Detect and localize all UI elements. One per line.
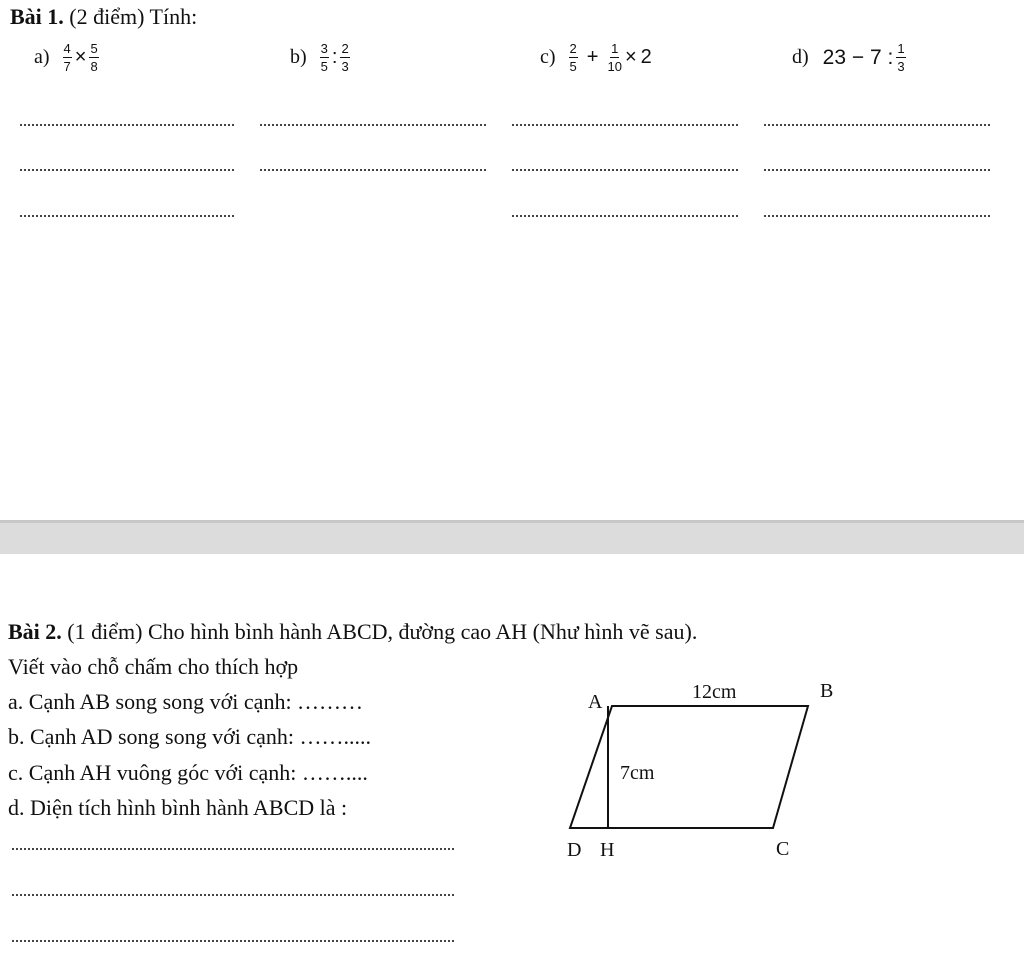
- top-length-label: 12cm: [692, 681, 737, 703]
- fraction: [340, 42, 349, 73]
- answer-line[interactable]: [20, 169, 234, 171]
- exercise-a-expression: [62, 42, 100, 73]
- exercise-b: [290, 42, 351, 73]
- page-separator: [0, 520, 1024, 554]
- numerator: 5: [90, 41, 98, 56]
- operator: ×: [74, 46, 87, 68]
- answer-line[interactable]: [260, 169, 486, 171]
- denominator: 5: [569, 59, 577, 74]
- bai1-title: [10, 4, 197, 30]
- height-length-label: 7cm: [620, 762, 655, 784]
- answer-line[interactable]: [512, 215, 738, 217]
- bai2-title: [8, 619, 697, 645]
- operator: :: [331, 46, 338, 68]
- vertex-b-label: B: [820, 680, 834, 702]
- vertex-d-label: D: [567, 839, 582, 861]
- bai2-item-b: b. Cạnh AD song song với cạnh: …….....: [8, 724, 372, 749]
- answer-line[interactable]: [20, 215, 234, 217]
- exercise-a: [34, 42, 100, 73]
- answer-line[interactable]: [12, 848, 454, 850]
- fraction: [607, 42, 621, 73]
- fraction: [569, 42, 578, 73]
- fraction: [63, 42, 72, 73]
- denominator: 10: [607, 59, 622, 74]
- answer-line[interactable]: [764, 169, 990, 171]
- vertex-a-label: A: [588, 691, 603, 713]
- exercise-b-expression: [319, 42, 351, 73]
- exercise-c: [540, 42, 654, 73]
- fraction: [89, 42, 98, 73]
- answer-line[interactable]: [764, 124, 990, 126]
- expression-lead: 23 − 7 :: [822, 45, 894, 69]
- answer-line[interactable]: [512, 169, 738, 171]
- numerator: 4: [63, 41, 71, 56]
- operator: +: [586, 46, 599, 68]
- denominator: 5: [320, 59, 328, 74]
- operand: 2: [640, 46, 652, 68]
- numerator: 2: [341, 41, 349, 56]
- fraction: [320, 42, 329, 73]
- bai2-item-c: c. Cạnh AH vuông góc với cạnh: ……....: [8, 760, 368, 785]
- point-h-label: H: [600, 839, 615, 861]
- exercise-d-label: d): [792, 46, 809, 68]
- answer-line[interactable]: [764, 215, 990, 217]
- answer-line[interactable]: [512, 124, 738, 126]
- denominator: 3: [341, 59, 349, 74]
- operator: ×: [624, 46, 637, 68]
- bai2-title-bold: Bài 2.: [8, 619, 62, 644]
- answer-line[interactable]: [260, 124, 486, 126]
- vertex-c-label: C: [776, 838, 790, 860]
- answer-line[interactable]: [12, 894, 454, 896]
- parallelogram-abcd: [570, 706, 808, 828]
- bai2-title-rest: (1 điểm) Cho hình bình hành ABCD, đường cao AH (Như hình vẽ sau).: [61, 619, 698, 644]
- denominator: 7: [63, 59, 71, 74]
- exercise-d-expression: [821, 42, 907, 73]
- exercise-c-label: c): [540, 46, 556, 68]
- bai2-item-a: a. Cạnh AB song song với cạnh: ………: [8, 689, 364, 714]
- bai2-item-d: d. Diện tích hình bình hành ABCD là :: [8, 795, 348, 820]
- answer-line[interactable]: [20, 124, 234, 126]
- bai1-title-bold: Bài 1.: [10, 4, 64, 29]
- numerator: 3: [320, 41, 328, 56]
- numerator: 1: [897, 41, 905, 56]
- denominator: 3: [897, 59, 905, 74]
- exercise-a-label: a): [34, 46, 50, 68]
- exercise-b-label: b): [290, 46, 307, 68]
- numerator: 1: [611, 41, 619, 56]
- bai1-title-rest: (2 điểm) Tính:: [63, 4, 198, 29]
- fraction: [896, 42, 905, 73]
- bai2-instruction: Viết vào chỗ chấm cho thích hợp: [8, 654, 299, 679]
- exercise-d: [792, 42, 907, 73]
- exercise-c-expression: [568, 42, 654, 73]
- numerator: 2: [569, 41, 577, 56]
- answer-line[interactable]: [12, 940, 454, 942]
- denominator: 8: [90, 59, 98, 74]
